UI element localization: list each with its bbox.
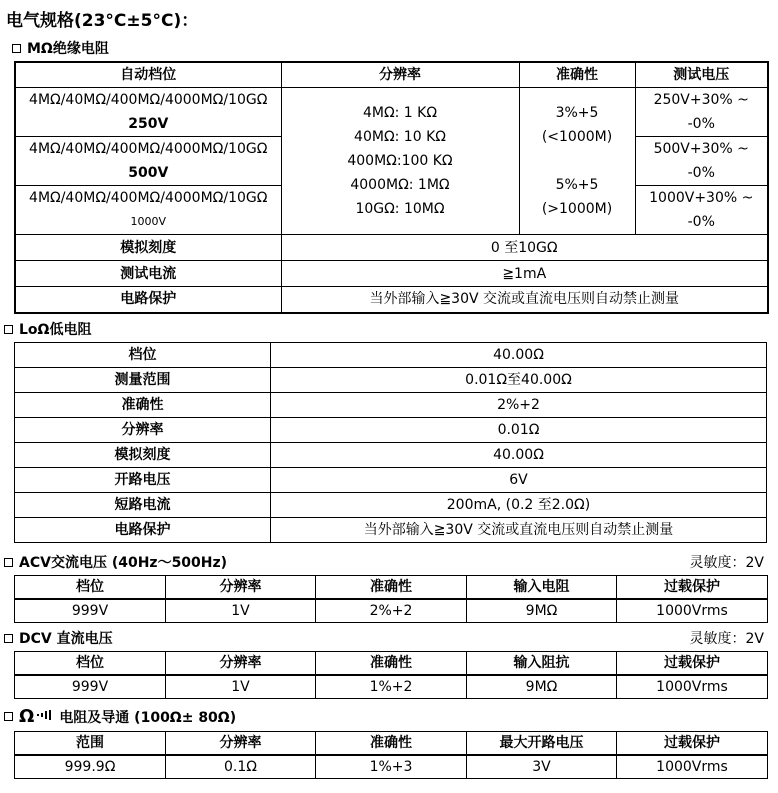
value-cell: 1000Vrms bbox=[617, 675, 768, 699]
header-cell: 分辨率 bbox=[166, 732, 316, 756]
row-value: 0 至10GΩ bbox=[281, 235, 768, 261]
row-label: 开路电压 bbox=[15, 468, 271, 493]
row-label: 模拟刻度 bbox=[15, 443, 271, 468]
test-voltage-text: 1000V+30% ~ bbox=[649, 190, 754, 206]
row-value: 200mA, (0.2 至2.0Ω) bbox=[271, 493, 767, 518]
header-cell: 准确性 bbox=[316, 576, 467, 600]
row-label: 测试电流 bbox=[15, 261, 281, 287]
row-value: 6V bbox=[271, 468, 767, 493]
row-value: ≧1mA bbox=[281, 261, 768, 287]
header-cell: 测试电压 bbox=[635, 62, 768, 88]
checkbox-bullet-icon bbox=[12, 44, 21, 53]
row-label: 短路电流 bbox=[15, 493, 271, 518]
resistance-table bbox=[14, 731, 768, 779]
header-cell: 范围 bbox=[15, 732, 166, 756]
section-heading-acv bbox=[4, 552, 227, 572]
section-title: 电阻及导通 (100Ω± 80Ω) bbox=[59, 709, 237, 726]
header-cell: 档位 bbox=[15, 652, 166, 676]
range-cell bbox=[15, 137, 281, 186]
value-cell: 1V bbox=[166, 675, 316, 699]
range-text: 4MΩ/40MΩ/400MΩ/4000MΩ/10GΩ bbox=[29, 141, 268, 157]
value-cell: 0.1Ω bbox=[166, 755, 316, 779]
header-cell: 准确性 bbox=[316, 732, 467, 756]
row-label: 模拟刻度 bbox=[15, 235, 281, 261]
table-row bbox=[15, 88, 768, 137]
table-row bbox=[15, 393, 767, 418]
table-header-row bbox=[15, 62, 768, 88]
row-label: 电路保护 bbox=[15, 518, 271, 543]
section-title: ACV交流电压 (40Hz～500Hz) bbox=[19, 555, 228, 571]
section-heading-resistance bbox=[4, 706, 236, 727]
table-row bbox=[15, 287, 768, 313]
header-cell: 输入电阻 bbox=[467, 576, 617, 600]
row-value: 0.01Ω至40.00Ω bbox=[271, 368, 767, 393]
test-voltage-cell bbox=[635, 186, 768, 235]
table-header-row bbox=[15, 732, 768, 756]
sensitivity-label: 灵敏度：2V bbox=[689, 555, 764, 571]
value-cell: 1000Vrms bbox=[617, 755, 768, 779]
test-voltage-text: 500V+30% ~ bbox=[653, 141, 749, 157]
row-label: 电路保护 bbox=[15, 287, 281, 313]
checkbox-bullet-icon bbox=[4, 712, 13, 721]
low-resistance-table bbox=[14, 342, 767, 543]
table-row bbox=[15, 418, 767, 443]
test-voltage-tolerance: -0% bbox=[687, 165, 715, 181]
accuracy-condition: (<1000M) bbox=[541, 129, 613, 145]
table-row bbox=[15, 518, 767, 543]
value-cell: 9MΩ bbox=[467, 599, 617, 623]
table-row bbox=[15, 755, 768, 779]
resolution-item: 4000MΩ: 1MΩ bbox=[350, 177, 450, 193]
range-text: 4MΩ/40MΩ/400MΩ/4000MΩ/10GΩ bbox=[29, 190, 268, 206]
row-label: 档位 bbox=[15, 343, 271, 368]
table-row bbox=[15, 343, 767, 368]
header-cell: 准确性 bbox=[316, 652, 467, 676]
resolution-item: 10GΩ: 10MΩ bbox=[355, 201, 445, 217]
test-voltage-text: 250V+30% ~ bbox=[653, 92, 749, 108]
continuity-beep-icon bbox=[37, 710, 53, 723]
table-header-row bbox=[15, 652, 768, 676]
table-row bbox=[15, 599, 768, 623]
header-cell: 过载保护 bbox=[617, 652, 768, 676]
range-cell bbox=[15, 186, 281, 235]
row-label: 分辨率 bbox=[15, 418, 271, 443]
resolution-item: 40MΩ: 10 KΩ bbox=[354, 129, 446, 145]
table-row bbox=[15, 235, 768, 261]
accuracy-value: 3%+5 bbox=[555, 105, 599, 121]
table-row bbox=[15, 261, 768, 287]
table-header-row bbox=[15, 576, 768, 600]
value-cell: 1%+3 bbox=[316, 755, 467, 779]
header-cell: 分辨率 bbox=[281, 62, 519, 88]
row-value: 当外部输入≧30V 交流或直流电压则自动禁止测量 bbox=[281, 287, 768, 313]
section-title: DCV 直流电压 bbox=[19, 631, 113, 647]
section-title: MΩ绝缘电阻 bbox=[27, 41, 109, 57]
section-title: LoΩ低电阻 bbox=[19, 322, 92, 338]
accuracy-cell bbox=[519, 88, 635, 235]
header-cell: 分辨率 bbox=[166, 652, 316, 676]
table-row bbox=[15, 675, 768, 699]
test-voltage-tolerance: -0% bbox=[687, 214, 715, 230]
value-cell: 2%+2 bbox=[316, 599, 467, 623]
row-label: 准确性 bbox=[15, 393, 271, 418]
test-voltage-cell bbox=[635, 137, 768, 186]
resolution-item: 400MΩ:100 KΩ bbox=[347, 153, 453, 169]
insulation-table bbox=[14, 61, 769, 314]
value-cell: 999.9Ω bbox=[15, 755, 166, 779]
resolution-cell bbox=[281, 88, 519, 235]
header-cell: 自动档位 bbox=[15, 62, 281, 88]
range-voltage: 500V bbox=[128, 165, 169, 181]
row-label: 测量范围 bbox=[15, 368, 271, 393]
sensitivity-label: 灵敏度：2V bbox=[689, 631, 764, 647]
ohm-icon: Ω bbox=[19, 706, 35, 727]
table-row bbox=[15, 468, 767, 493]
range-voltage: 250V bbox=[128, 116, 169, 132]
table-row bbox=[15, 368, 767, 393]
accuracy-value: 5%+5 bbox=[555, 177, 599, 193]
header-cell: 准确性 bbox=[519, 62, 635, 88]
table-row bbox=[15, 443, 767, 468]
row-value: 40.00Ω bbox=[271, 343, 767, 368]
value-cell: 999V bbox=[15, 675, 166, 699]
header-cell: 分辨率 bbox=[166, 576, 316, 600]
checkbox-bullet-icon bbox=[4, 325, 13, 334]
range-cell bbox=[15, 88, 281, 137]
value-cell: 3V bbox=[467, 755, 617, 779]
section-heading-dcv bbox=[4, 628, 113, 648]
acv-table bbox=[14, 575, 768, 623]
value-cell: 9MΩ bbox=[467, 675, 617, 699]
section-heading-lo bbox=[4, 319, 91, 339]
range-text: 4MΩ/40MΩ/400MΩ/4000MΩ/10GΩ bbox=[29, 92, 268, 108]
value-cell: 1000Vrms bbox=[617, 599, 768, 623]
table-row bbox=[15, 493, 767, 518]
test-voltage-tolerance: -0% bbox=[687, 116, 715, 132]
value-cell: 1%+2 bbox=[316, 675, 467, 699]
row-value: 2%+2 bbox=[271, 393, 767, 418]
header-cell: 过载保护 bbox=[617, 732, 768, 756]
value-cell: 1V bbox=[166, 599, 316, 623]
range-voltage: 1000V bbox=[130, 215, 167, 228]
checkbox-bullet-icon bbox=[4, 558, 13, 567]
header-cell: 最大开路电压 bbox=[467, 732, 617, 756]
row-value: 40.00Ω bbox=[271, 443, 767, 468]
row-value: 当外部输入≧30V 交流或直流电压则自动禁止测量 bbox=[271, 518, 767, 543]
value-cell: 999V bbox=[15, 599, 166, 623]
dcv-table bbox=[14, 651, 768, 699]
header-cell: 输入阻抗 bbox=[467, 652, 617, 676]
page-title: 电气规格(23°C±5°C)： bbox=[6, 11, 199, 31]
checkbox-bullet-icon bbox=[4, 634, 13, 643]
resolution-item: 4MΩ: 1 KΩ bbox=[362, 105, 438, 121]
header-cell: 过载保护 bbox=[617, 576, 768, 600]
header-cell: 档位 bbox=[15, 576, 166, 600]
row-value: 0.01Ω bbox=[271, 418, 767, 443]
test-voltage-cell bbox=[635, 88, 768, 137]
accuracy-condition: (>1000M) bbox=[541, 201, 613, 217]
section-heading-mohm bbox=[12, 38, 109, 58]
